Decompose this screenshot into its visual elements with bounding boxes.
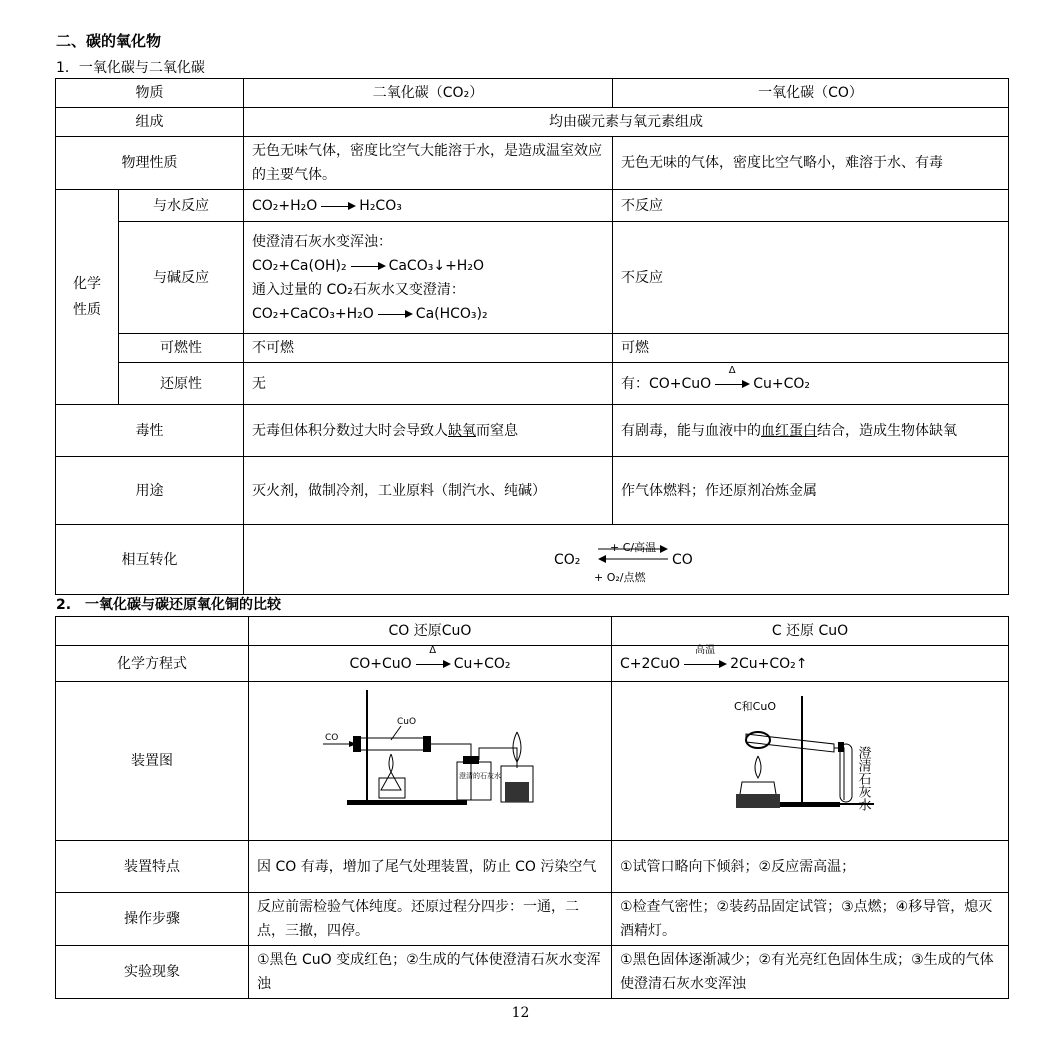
apparatus-label: 装置图: [56, 682, 249, 841]
water-co: 不反应: [613, 190, 1009, 222]
red-co2: 无: [244, 363, 613, 405]
use-co: 作气体燃料；作还原剂冶炼金属: [613, 457, 1009, 525]
arrow-icon: [682, 644, 728, 671]
arrow-icon: [414, 644, 452, 671]
arrow-icon: [376, 307, 414, 321]
co-reduction-apparatus-illustration: [249, 682, 612, 832]
steps-label: 操作步骤: [56, 893, 249, 946]
apparatus-c-cell: [612, 682, 1009, 841]
toxic-co2-underline: 缺氧: [448, 422, 476, 439]
header-co2: 二氧化碳（CO₂）: [244, 79, 613, 108]
phen-c: ①黑色固体逐渐减少；②有光亮红色固体生成；③生成的气体使澄清石灰水变浑浊: [612, 946, 1009, 999]
base-eq1-rhs: CaCO₃↓+H₂O: [388, 257, 484, 274]
physical-label: 物理性质: [56, 137, 244, 190]
base-eq2: [252, 302, 488, 326]
base-eq1: [252, 254, 484, 278]
arrow-icon: [319, 199, 357, 213]
subsection-title-1: 1．一氧化碳与二氧化碳: [56, 60, 205, 76]
app-c-water-label: 澄清石灰水: [855, 746, 871, 811]
red-label: 还原性: [119, 363, 244, 405]
base-label: 与碱反应: [119, 222, 244, 334]
use-co2: 灭火剂，做制冷剂，工业原料（制汽水、纯碱）: [244, 457, 613, 525]
conv-left: CO₂: [554, 551, 581, 568]
conv-right: CO: [672, 551, 693, 568]
toxic-label: 毒性: [56, 405, 244, 457]
red-eq-lhs: 有：CO+CuO: [621, 375, 712, 392]
toxic-co-b: 结合，造成生物体缺氧: [817, 422, 957, 439]
conv-top-condition: + C/高温: [610, 540, 657, 554]
red-eq-condition: Δ: [728, 364, 736, 376]
co-co2-table: [55, 78, 1009, 595]
conv-cell: [244, 525, 1009, 595]
arrow-icon: [713, 364, 751, 391]
composition-label: 组成: [56, 108, 244, 137]
comb-co: 可燃: [613, 334, 1009, 363]
t2-header-empty: [56, 617, 249, 646]
apparatus-co-cell: [249, 682, 612, 841]
steps-co: 反应前需检验气体纯度。还原过程分四步：一通，二点，三撤，四停。: [249, 893, 612, 946]
comb-label: 可燃性: [119, 334, 244, 363]
use-label: 用途: [56, 457, 244, 525]
eq-c-condition: 高温: [695, 644, 716, 656]
app-co-cuo-label: CuO: [397, 717, 417, 727]
base-eq2-rhs: Ca(HCO₃)₂: [415, 305, 488, 322]
red-eq-rhs: Cu+CO₂: [753, 375, 810, 392]
eq-co-rhs: Cu+CO₂: [453, 655, 511, 672]
eq-co-condition: Δ: [429, 644, 437, 656]
toxic-co2: [244, 405, 613, 457]
toxic-co: [613, 405, 1009, 457]
app-co-water-label: 澄清的石灰水: [459, 772, 501, 780]
eq-label: 化学方程式: [56, 646, 249, 682]
section-title: 二、碳的氧化物: [56, 32, 162, 50]
t2-header-c: C 还原 CuO: [612, 617, 1009, 646]
t2-header-co: CO 还原CuO: [249, 617, 612, 646]
water-eq-lhs: CO₂+H₂O: [252, 197, 318, 214]
subsection-title-2: 2. 一氧化碳与碳还原氧化铜的比较: [56, 597, 282, 613]
feature-co: 因 CO 有毒，增加了尾气处理装置，防止 CO 污染空气: [249, 841, 612, 893]
base-co2: [244, 222, 613, 334]
feature-label: 装置特点: [56, 841, 249, 893]
feature-c: ①试管口略向下倾斜；②反应需高温；: [612, 841, 1009, 893]
base-line3: 通入过量的 CO₂石灰水又变澄清：: [252, 281, 465, 298]
chem-label: [56, 190, 119, 405]
eq-c-lhs: C+2CuO: [620, 655, 681, 672]
toxic-co2-b: 而窒息: [476, 422, 518, 439]
phen-co: ①黑色 CuO 变成红色；②生成的气体使澄清石灰水变浑浊: [249, 946, 612, 999]
header-co: 一氧化碳（CO）: [613, 79, 1009, 108]
steps-c: ①检查气密性；②装药品固定试管；③点燃；④移导管，熄灭酒精灯。: [612, 893, 1009, 946]
water-eq-rhs: H₂CO₃: [359, 197, 402, 214]
c-reduction-apparatus-illustration: [612, 682, 1009, 832]
app-c-label: C和CuO: [734, 700, 776, 713]
toxic-co-underline: 血红蛋白: [761, 422, 817, 439]
comb-co2: 不可燃: [244, 334, 613, 363]
water-label: 与水反应: [119, 190, 244, 222]
base-co: 不反应: [613, 222, 1009, 334]
app-co-gas-label: CO: [325, 733, 339, 743]
toxic-co2-a: 无毒但体积分数过大时会导致人: [252, 422, 448, 439]
base-eq2-lhs: CO₂+CaCO₃+H₂O: [252, 305, 374, 322]
reduction-comparison-table: [55, 616, 1009, 999]
conversion-diagram: [506, 536, 746, 584]
arrow-icon: [349, 259, 387, 273]
page-number: 12: [511, 1005, 530, 1021]
eq-c: [612, 646, 1009, 682]
composition-value: 均由碳元素与氧元素组成: [244, 108, 1009, 137]
eq-co: [249, 646, 612, 682]
base-eq1-lhs: CO₂+Ca(OH)₂: [252, 257, 347, 274]
water-co2: [244, 190, 613, 222]
physical-co2: 无色无味气体，密度比空气大能溶于水，是造成温室效应的主要气体。: [244, 137, 613, 190]
chem-label-text: 化学性质: [73, 276, 101, 318]
base-line1: 使澄清石灰水变浑浊：: [252, 233, 392, 250]
conv-label: 相互转化: [56, 525, 244, 595]
header-substance: 物质: [56, 79, 244, 108]
toxic-co-a: 有剧毒，能与血液中的: [621, 422, 761, 439]
physical-co: 无色无味的气体，密度比空气略小，难溶于水、有毒: [613, 137, 1009, 190]
double-arrow-icon: [596, 540, 670, 568]
conv-bottom-condition: + O₂/点燃: [594, 570, 646, 584]
eq-c-rhs: 2Cu+CO₂↑: [730, 655, 808, 672]
red-co: [613, 363, 1009, 405]
eq-co-lhs: CO+CuO: [349, 655, 412, 672]
phen-label: 实验现象: [56, 946, 249, 999]
